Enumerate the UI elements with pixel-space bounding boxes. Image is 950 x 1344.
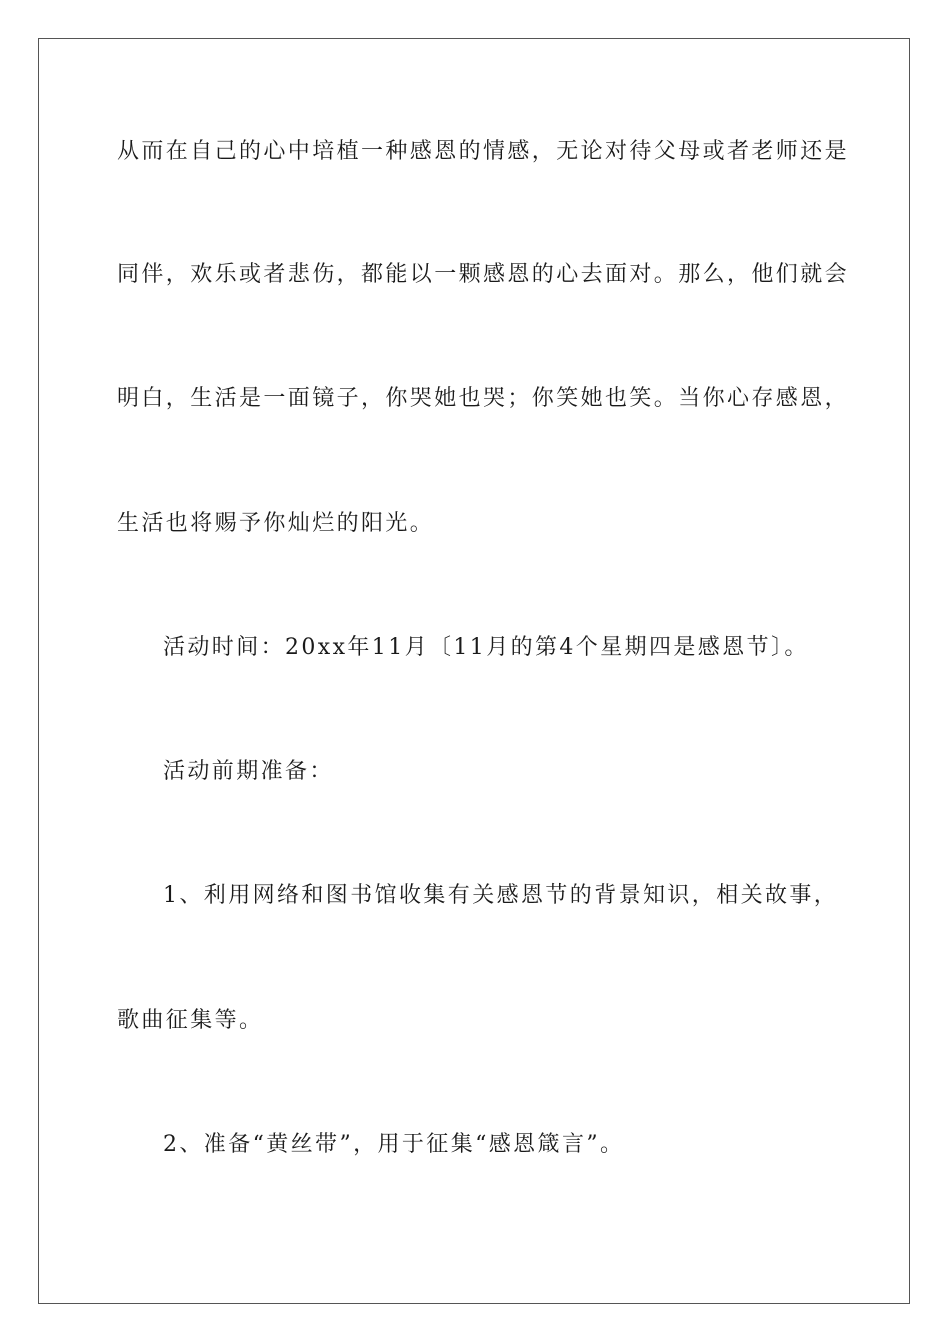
paragraph-line-3: 明白，生活是一面镜子，你哭她也哭；你笑她也笑。当你心存感恩， <box>117 386 850 411</box>
activity-time-line: 活动时间：20xx年11月〔11月的第4个星期四是感恩节〕。 <box>163 635 809 660</box>
preparation-heading: 活动前期准备： <box>163 759 334 784</box>
paragraph-line-2: 同伴，欢乐或者悲伤，都能以一颗感恩的心去面对。那么，他们就会 <box>117 262 850 287</box>
page-frame <box>38 38 910 1304</box>
paragraph-line-4: 生活也将赐予你灿烂的阳光。 <box>117 511 435 536</box>
list-item-2: 2、准备“黄丝带”，用于征集“感恩箴言”。 <box>163 1132 625 1157</box>
list-item-1-line-2: 歌曲征集等。 <box>117 1008 264 1033</box>
paragraph-line-1: 从而在自己的心中培植一种感恩的情感，无论对待父母或者老师还是 <box>117 139 850 164</box>
list-item-1-line-1: 1、利用网络和图书馆收集有关感恩节的背景知识，相关故事， <box>163 883 839 908</box>
